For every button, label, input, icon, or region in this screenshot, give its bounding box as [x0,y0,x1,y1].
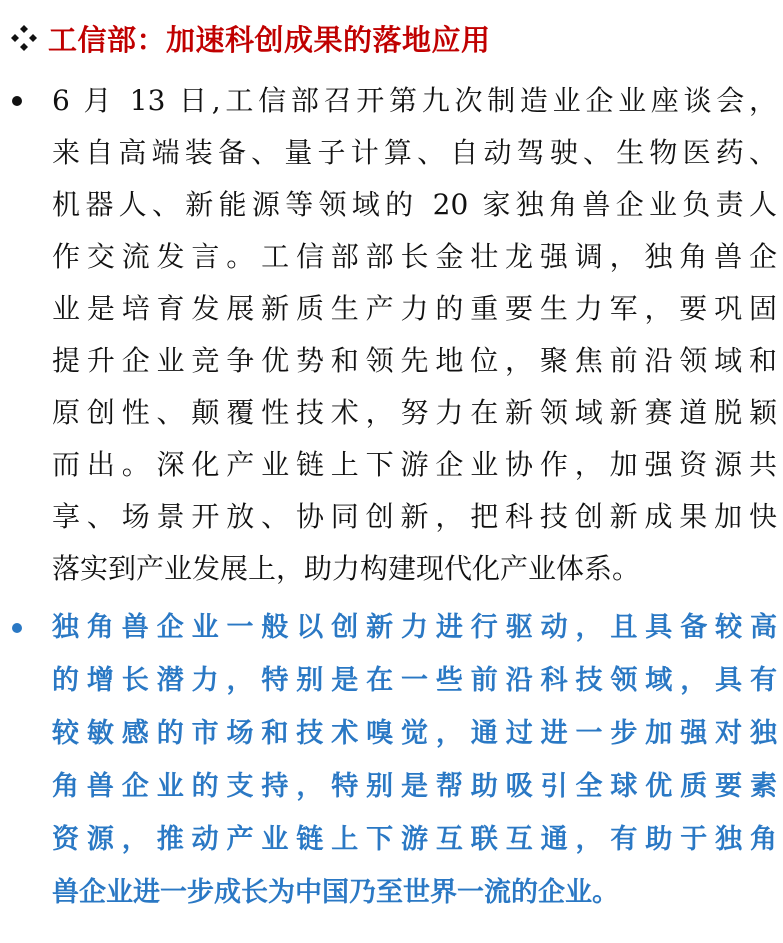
paragraph-line: 独角兽企业一般以创新力进行驱动，且具备较高 [52,612,777,643]
bullet-dot-icon [12,96,22,106]
paragraph-line: 享、场景开放、协同创新，把科技创新成果加快 [52,500,777,533]
slide-heading [10,18,491,58]
bullet-dot-icon [12,623,22,633]
paragraph-line: 6 月 13 日,工信部召开第九次制造业企业座谈会， [52,84,777,117]
paragraph-line: 而出。深化产业链上下游企业协作，加强资源共 [52,448,777,481]
heading-title: 工信部：加速科创成果的落地应用 [48,22,491,57]
paragraph-line: 原创性、颠覆性技术，努力在新领域新赛道脱颖 [52,396,777,429]
paragraph-line: 兽企业进一步成长为中国乃至世界一流的企业。 [52,877,619,908]
paragraph-line: 资源，推动产业链上下游互联互通，有助于独角 [52,824,777,855]
paragraph-line: 提升企业竞争优势和领先地位，聚焦前沿领域和 [52,344,777,377]
paragraph-line: 业是培育发展新质生产力的重要生力军，要巩固 [52,292,777,325]
paragraph-line: 落实到产业发展上，助力构建现代化产业体系。 [52,552,641,585]
four-diamond-bullet-icon [10,24,38,52]
paragraph-line: 角兽企业的支持，特别是帮助吸引全球优质要素 [52,771,777,802]
paragraph-line: 作交流发言。工信部部长金壮龙强调，独角兽企 [52,240,777,273]
paragraph-line: 机器人、新能源等领域的 20 家独角兽企业负责人 [52,188,777,221]
paragraph-line: 的增长潜力，特别是在一些前沿科技领域，具有 [52,665,777,696]
paragraph-line: 较敏感的市场和技术嗅觉，通过进一步加强对独 [52,718,777,749]
paragraph-line: 来自高端装备、量子计算、自动驾驶、生物医药、 [52,136,777,169]
